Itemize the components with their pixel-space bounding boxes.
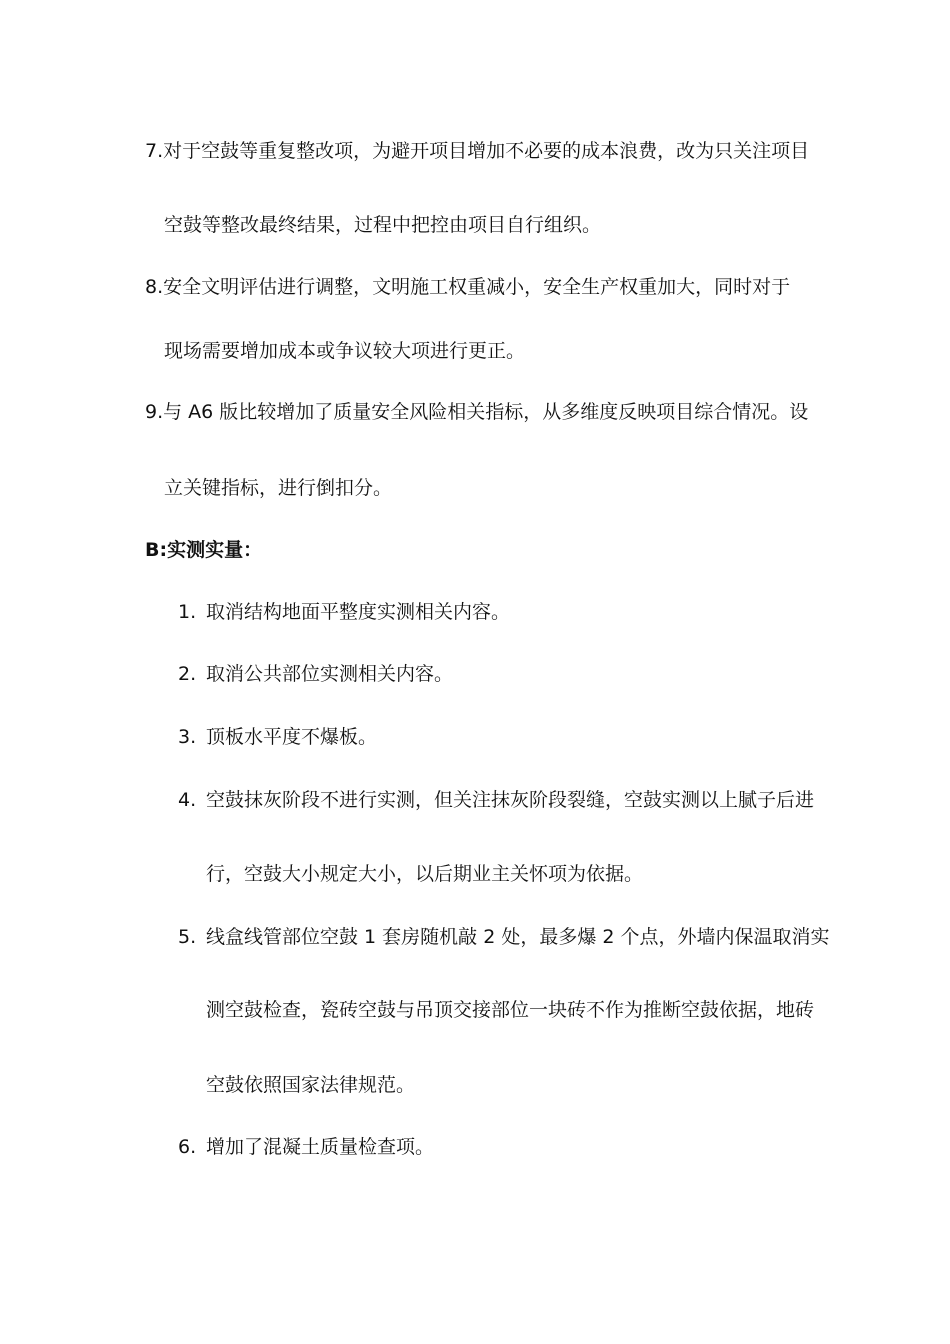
list-item-1-text: 取消结构地面平整度实测相关内容。 (206, 601, 511, 623)
list-item-4-number: 4. (178, 789, 197, 811)
item-9-line-1: 9.与 A6 版比较增加了质量安全风险相关指标，从多维度反映项目综合情况。设 (145, 401, 809, 423)
list-item-5-text-line-2: 测空鼓检查，瓷砖空鼓与吊顶交接部位一块砖不作为推断空鼓依据，地砖 (206, 999, 815, 1021)
list-item-5-number: 5. (178, 926, 197, 948)
item-7-line-1: 7.对于空鼓等重复整改项，为避开项目增加不必要的成本浪费，改为只关注项目 (145, 140, 810, 162)
section-b-heading: B:实测实量： (145, 539, 263, 561)
list-item-3-text: 顶板水平度不爆板。 (206, 726, 378, 748)
list-item-2-number: 2. (178, 663, 197, 685)
list-item-5-text-line-1: 线盒线管部位空鼓 1 套房随机敲 2 处，最多爆 2 个点，外墙内保温取消实 (206, 926, 830, 948)
list-item-6-number: 6. (178, 1136, 197, 1158)
list-item-2-text: 取消公共部位实测相关内容。 (206, 663, 454, 685)
list-item-4-text-line-2: 行，空鼓大小规定大小，以后期业主关怀项为依据。 (206, 863, 644, 885)
list-item-4-text-line-1: 空鼓抹灰阶段不进行实测，但关注抹灰阶段裂缝，空鼓实测以上腻子后进 (206, 789, 815, 811)
list-item-6-text: 增加了混凝土质量检查项。 (206, 1136, 435, 1158)
item-8-line-2: 现场需要增加成本或争议较大项进行更正。 (164, 340, 526, 362)
list-item-5-text-line-3: 空鼓依照国家法律规范。 (206, 1074, 416, 1096)
list-item-3-number: 3. (178, 726, 197, 748)
list-item-1-number: 1. (178, 601, 197, 623)
item-8-line-1: 8.安全文明评估进行调整，文明施工权重减小，安全生产权重加大，同时对于 (145, 276, 791, 298)
item-9-line-2: 立关键指标，进行倒扣分。 (164, 477, 393, 499)
item-7-line-2: 空鼓等整改最终结果，过程中把控由项目自行组织。 (164, 214, 602, 236)
